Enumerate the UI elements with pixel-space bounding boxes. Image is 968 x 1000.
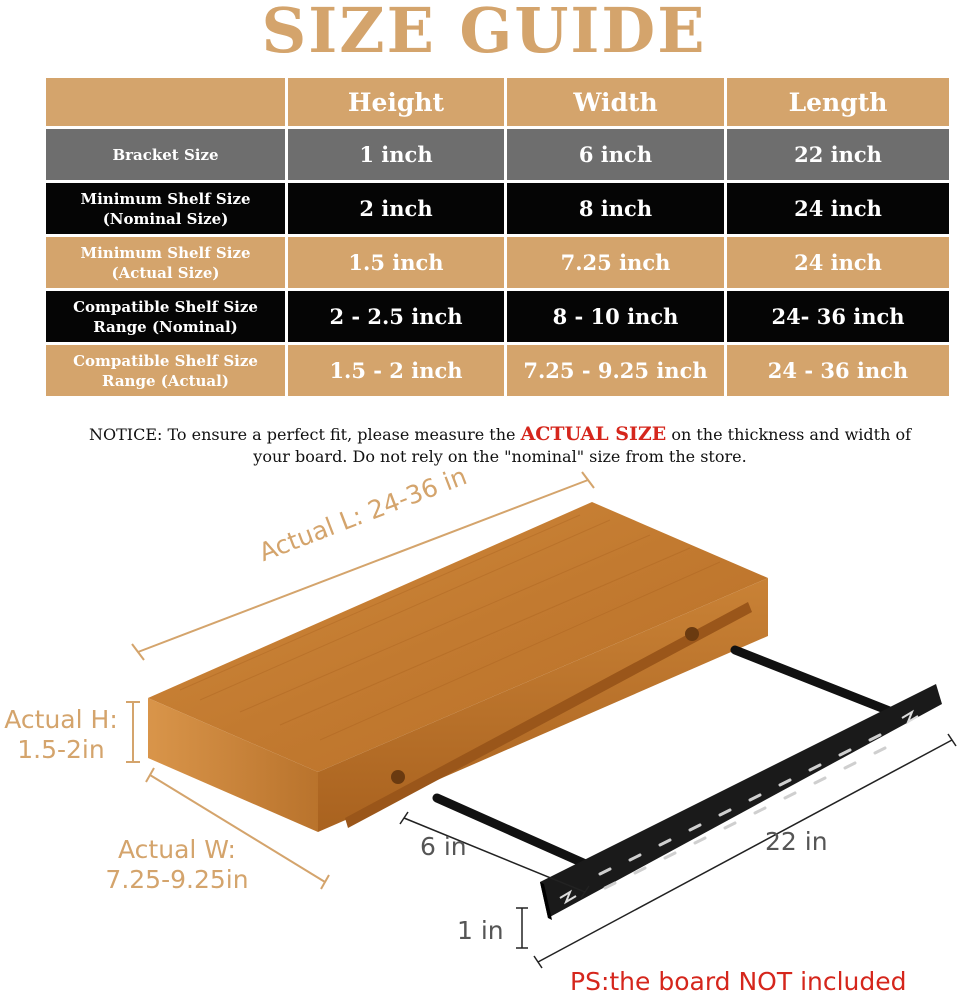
table-row — [46, 183, 949, 234]
cell-width: 7.25 inch — [507, 237, 724, 288]
cell-height: 1.5 inch — [288, 237, 504, 288]
cell-width: 8 inch — [507, 183, 724, 234]
notice-highlight: ACTUAL SIZE — [520, 423, 667, 445]
row-label — [46, 237, 285, 288]
table-row — [46, 237, 949, 288]
size-table — [43, 75, 952, 399]
cell-length: 24 inch — [727, 237, 949, 288]
bracket-height-dimension-line — [516, 908, 528, 948]
height-label-line2: 1.5-2in — [17, 735, 105, 764]
bracket-plate — [540, 684, 942, 920]
height-label-line1: Actual H: — [4, 705, 118, 734]
row-label-line2: (Nominal Size) — [102, 209, 229, 228]
row-label-line2: Range (Nominal) — [93, 317, 238, 336]
cell-width: 6 inch — [507, 129, 724, 180]
cell-length: 22 inch — [727, 129, 949, 180]
row-label-line2: (Actual Size) — [111, 263, 220, 282]
bracket-length-label: 22 in — [765, 827, 828, 856]
notice-prefix: NOTICE: To ensure a perfect fit, please measure the — [88, 425, 521, 444]
cell-length: 24 inch — [727, 183, 949, 234]
header-width: Width — [507, 78, 724, 126]
width-label — [92, 835, 262, 895]
page-title: SIZE GUIDE — [261, 0, 707, 67]
cell-length: 24- 36 inch — [727, 291, 949, 342]
width-label-line2: 7.25-9.25in — [105, 865, 249, 894]
table-header-row — [46, 78, 949, 126]
table-row — [46, 291, 949, 342]
notice-suffix: on the thickness and width of — [666, 425, 912, 444]
cell-height: 2 inch — [288, 183, 504, 234]
cell-height: 1.5 - 2 inch — [288, 345, 504, 396]
row-label — [46, 291, 285, 342]
notice-line2: your board. Do not rely on the "nominal" size from the store. — [253, 447, 747, 466]
bracket-height-label: 1 in — [457, 916, 504, 945]
header-height: Height — [288, 78, 504, 126]
row-label-line2: Range (Actual) — [102, 371, 229, 390]
row-label-line1: Compatible Shelf Size — [73, 297, 258, 316]
header-length: Length — [727, 78, 949, 126]
shelf-hole-left — [391, 770, 405, 784]
row-label-line1: Minimum Shelf Size — [80, 189, 251, 208]
cell-width: 8 - 10 inch — [507, 291, 724, 342]
table-row — [46, 345, 949, 396]
length-label: Actual L: 24-36 in — [255, 461, 471, 568]
cell-width: 7.25 - 9.25 inch — [507, 345, 724, 396]
row-label — [46, 183, 285, 234]
rod-length-label: 6 in — [420, 832, 467, 861]
height-dimension-line — [126, 702, 140, 762]
cell-height: 1 inch — [288, 129, 504, 180]
row-label: Bracket Size — [46, 129, 285, 180]
shelf-hole-right — [685, 627, 699, 641]
row-label-line1: Compatible Shelf Size — [73, 351, 258, 370]
ps-note: PS:the board NOT included — [570, 967, 907, 996]
row-label — [46, 345, 285, 396]
cell-length: 24 - 36 inch — [727, 345, 949, 396]
row-label-line1: Minimum Shelf Size — [80, 243, 251, 262]
table-row — [46, 129, 949, 180]
header-blank-cell — [46, 78, 285, 126]
height-label — [0, 705, 122, 765]
shelf-board — [148, 502, 768, 832]
cell-height: 2 - 2.5 inch — [288, 291, 504, 342]
width-label-line1: Actual W: — [118, 835, 236, 864]
bracket-length-dimension-line — [534, 734, 956, 968]
